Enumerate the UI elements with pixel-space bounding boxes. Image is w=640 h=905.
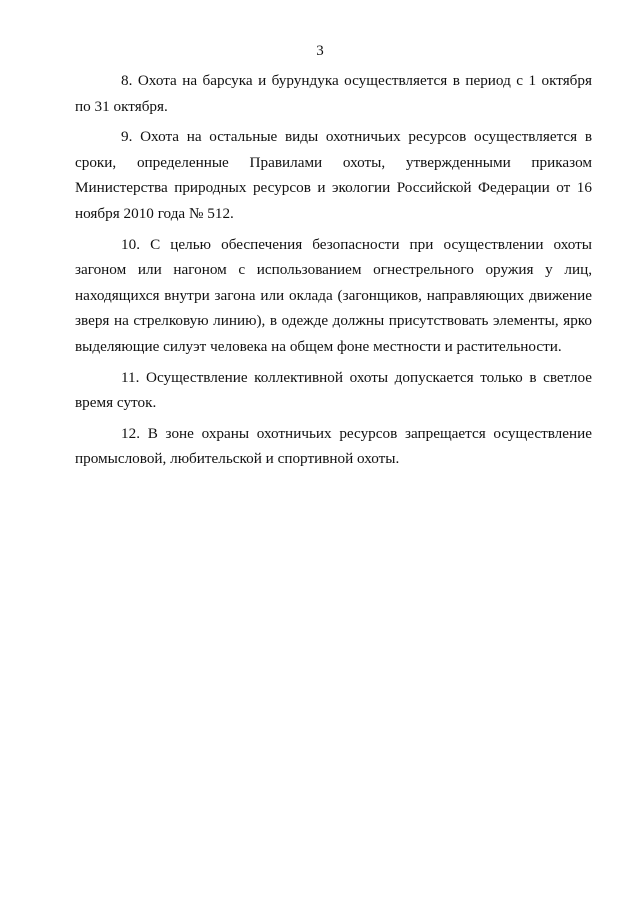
paragraph-11: 11. Осуществление коллективной охоты допускается только в светлое время суток. (75, 368, 592, 412)
paragraph-12: 12. В зоне охраны охотничьих ресурсов запрещается осуществление промысловой, любительской и спортивной охоты. (75, 424, 592, 468)
page-number: 3 (316, 43, 324, 59)
document-body (75, 68, 592, 477)
paragraph-9: 9. Охота на остальные виды охотничьих ресурсов осуществляется в сроки, определенные Правилами охоты, утвержденными приказом Министерства природных ресурсов и экологии Российской Федерации от 16 ноября 2010 года № 512. (75, 128, 592, 222)
paragraph-10: 10. С целью обеспечения безопасности при осуществлении охоты загоном или нагоном с использованием огнестрельного оружия у лиц, находящихся внутри загона или оклада (загонщиков, направляющих движение зверя на стрелковую линию), в одежде должны присутствовать элементы, ярко выделяющие силуэт человека на общем фоне местности и растительности. (75, 235, 592, 355)
paragraph-8: 8. Охота на барсука и бурундука осуществляется в период с 1 октября по 31 октября. (75, 72, 592, 115)
